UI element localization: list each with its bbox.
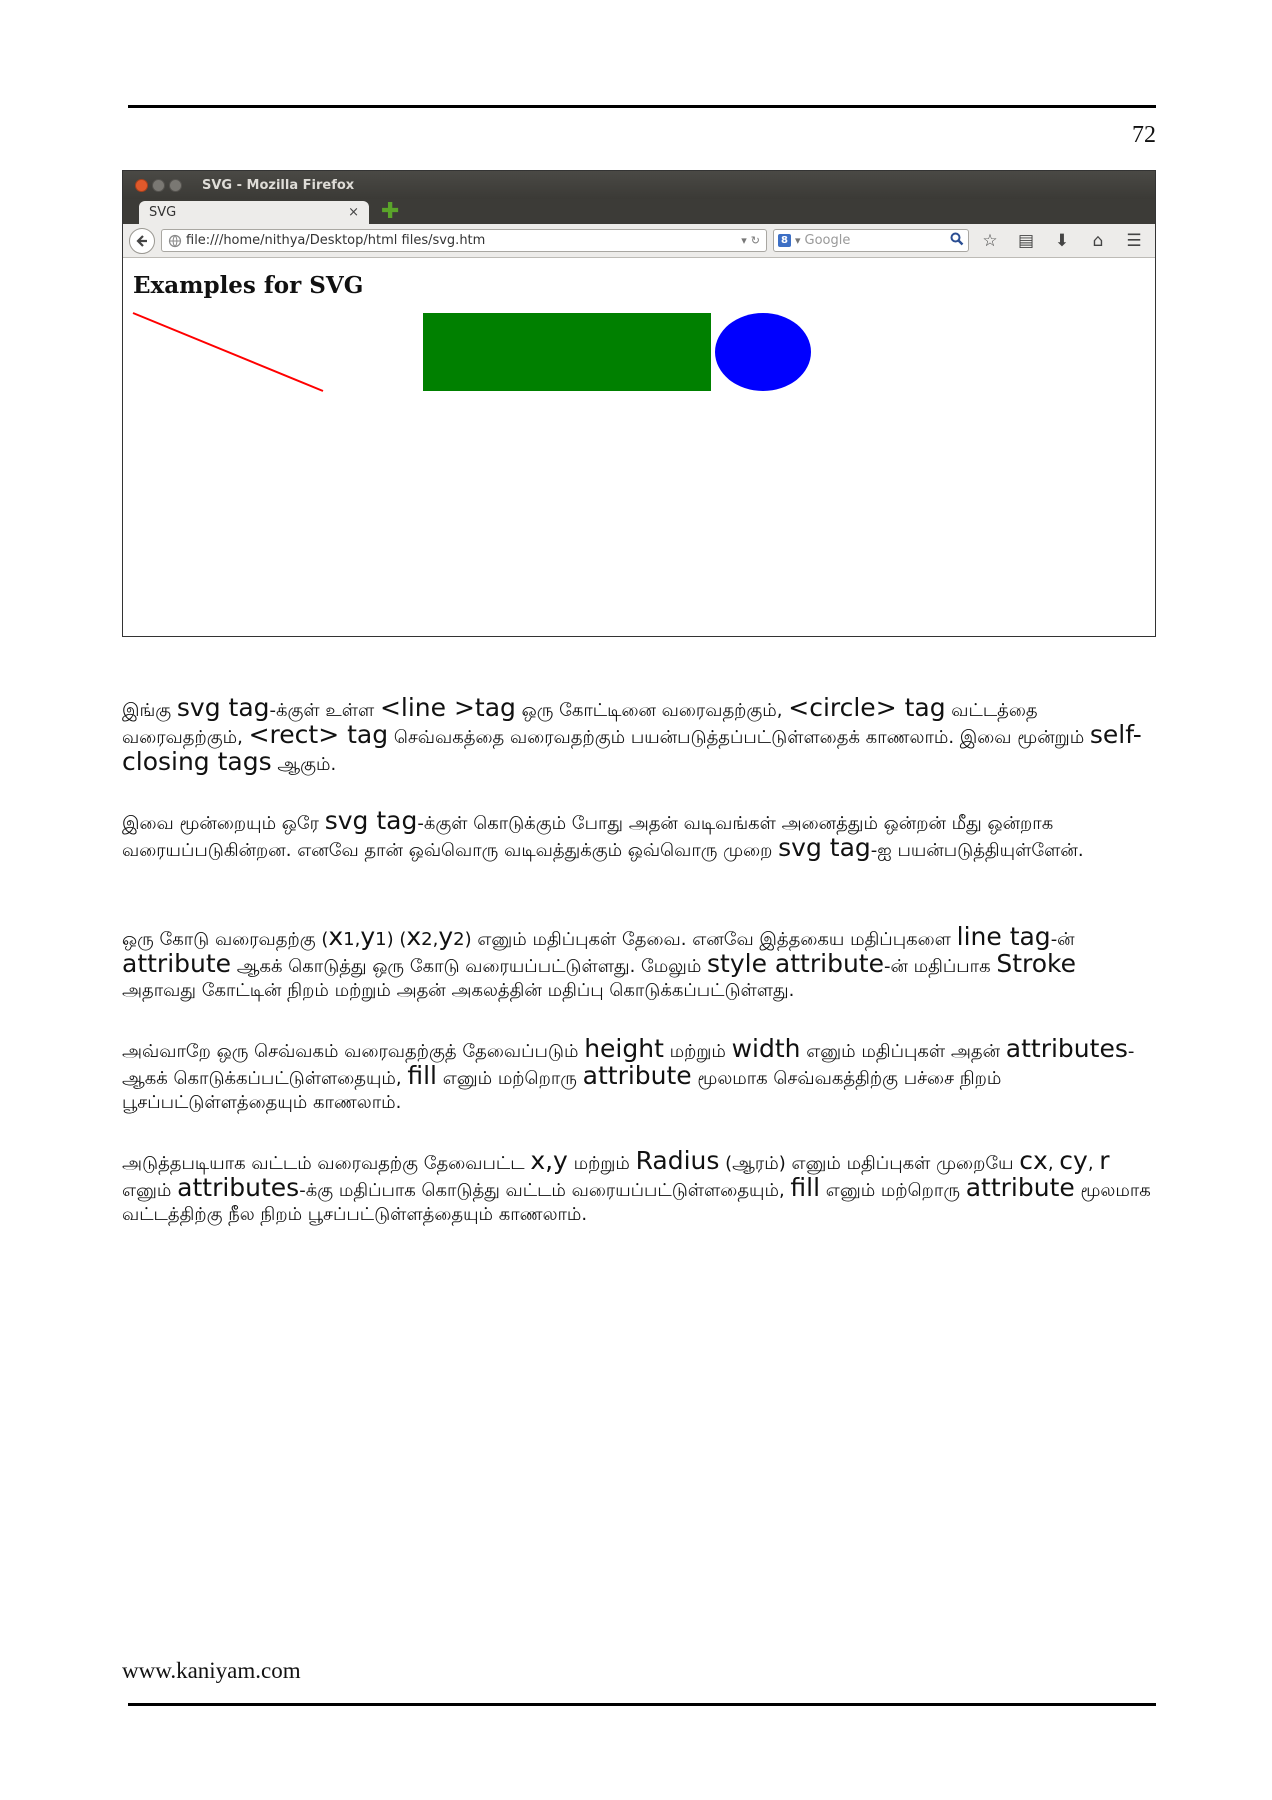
paragraph-2 [122, 806, 1152, 863]
english-term: Radius [635, 1146, 720, 1175]
tamil-text: -ன் மதிப்பாக [883, 956, 997, 977]
menu-icon[interactable]: ☰ [1126, 230, 1142, 251]
english-term: svg tag [778, 833, 871, 862]
english-term: height [584, 1034, 664, 1063]
english-term: line tag [956, 922, 1051, 951]
window-title: SVG - Mozilla Firefox [202, 177, 355, 193]
tamil-text: மூலமாக செவ்வகத்திற்கு பச்சை நிறம் பூசப்பட்டுள்ளத்தையும் காணலாம். [122, 1068, 1002, 1113]
english-term: y [438, 922, 454, 951]
english-term: svg tag [176, 693, 270, 722]
tamil-text: மற்றும் [567, 1153, 636, 1174]
tamil-text: இவை மூன்றையும் ஒரே [122, 813, 325, 834]
tamil-text: எனும் [122, 1180, 178, 1201]
reload-icon[interactable]: ↻ [750, 234, 760, 247]
tamil-text: எனும் மதிப்புகள் அதன் [800, 1041, 1006, 1062]
paragraph-4 [122, 1034, 1152, 1115]
download-icon[interactable]: ⬇ [1054, 230, 1070, 251]
window-close-icon[interactable] [135, 179, 148, 192]
paragraph-5 [122, 1146, 1152, 1227]
tamil-text: எனும் மற்றொரு [436, 1068, 583, 1089]
english-term: fill [790, 1173, 821, 1202]
tamil-text: 1) ( [375, 929, 407, 950]
search-placeholder: Google [804, 233, 851, 248]
tamil-text: , [1047, 1153, 1060, 1174]
navigation-toolbar [123, 224, 1155, 258]
tamil-text: , [1087, 1153, 1100, 1174]
english-term: <line >tag [379, 693, 516, 722]
search-icon[interactable] [950, 232, 964, 250]
footer-rule [128, 1703, 1156, 1706]
english-term: attribute [965, 1173, 1075, 1202]
tamil-text: -க்குள் உள்ள [269, 700, 380, 721]
english-term: width [731, 1034, 801, 1063]
english-term: self-closing tags [122, 720, 1142, 776]
home-icon[interactable]: ⌂ [1092, 230, 1104, 251]
english-term: <rect> tag [248, 720, 389, 749]
url-bar[interactable] [161, 229, 767, 252]
history-dropdown-icon[interactable]: ▾ [741, 234, 747, 247]
tamil-text: எனும் மற்றொரு [820, 1180, 966, 1201]
page-number: 72 [1132, 122, 1156, 148]
page-heading: Examples for SVG [133, 272, 364, 299]
english-term: y [360, 922, 376, 951]
engine-dropdown-icon[interactable]: ▾ [794, 234, 801, 247]
svg-circle [715, 313, 811, 391]
browser-screenshot [122, 170, 1156, 637]
page-content [123, 258, 1155, 608]
tab-label: SVG [149, 205, 177, 220]
english-term: style attribute [707, 949, 884, 978]
english-term: attribute [582, 1061, 692, 1090]
tamil-text: ஆகக் கொடுத்து ஒரு கோடு வரையப்பட்டுள்ளது. மேலும் [231, 956, 708, 977]
bookmark-star-icon[interactable]: ☆ [982, 230, 998, 251]
tab-close-icon[interactable]: × [348, 205, 359, 220]
tamil-text: அடுத்தபடியாக வட்டம் வரைவதற்கு தேவைபட்ட [122, 1153, 531, 1174]
svg-demo-canvas [123, 258, 1153, 608]
english-term: attributes [177, 1173, 300, 1202]
globe-icon [168, 234, 182, 248]
tamil-text: -ஆகக் கொடுக்கப்பட்டுள்ளதையும், [122, 1041, 1135, 1089]
tamil-text: 2) எனும் மதிப்புகள் தேவை. எனவே இத்தகைய மதிப்புகளை [453, 929, 957, 950]
tamil-text: ஆகும். [271, 754, 337, 775]
tamil-text: (ஆரம்) எனும் மதிப்புகள் முறையே [719, 1153, 1020, 1174]
english-term: cy [1059, 1146, 1088, 1175]
footer-url: www.kaniyam.com [122, 1658, 301, 1683]
url-text: file:///home/nithya/Desktop/html files/svg.htm [186, 233, 486, 248]
back-arrow-icon [135, 234, 149, 248]
english-term: attributes [1005, 1034, 1128, 1063]
english-term: r [1099, 1146, 1110, 1175]
tamil-text: மூலமாக வட்டத்திற்கு நீல நிறம் பூசப்பட்டுள்ளத்தையும் காணலாம். [122, 1180, 1151, 1225]
english-term: svg tag [324, 806, 418, 835]
tamil-text: -க்குள் கொடுக்கும் போது அதன் வடிவங்கள் அனைத்தும் ஒன்றன் மீது ஒன்றாக வரையப்படுகின்றன. எனவே தான் ஒவ்வொரு வடிவத்துக்கும் ஒவ்வொரு முறை [122, 813, 1054, 861]
tamil-text: ஒரு கோட்டினை வரைவதற்கும், [515, 700, 789, 721]
search-bar[interactable] [773, 229, 969, 252]
bookmarks-list-icon[interactable]: ▤ [1017, 230, 1035, 251]
english-term: cx [1019, 1146, 1048, 1175]
english-term: attribute [122, 949, 232, 978]
english-term: x [328, 922, 344, 951]
tamil-text: -ன் [1050, 929, 1075, 950]
new-tab-icon[interactable]: ✚ [381, 199, 400, 224]
english-term: x,y [530, 1146, 568, 1175]
tamil-text: 1, [343, 929, 361, 950]
header-rule [128, 105, 1156, 108]
tamil-text: -க்கு மதிப்பாக கொடுத்து வட்டம் வரையப்பட்டுள்ளதையும், [299, 1180, 791, 1201]
tamil-text: இங்கு [122, 700, 177, 721]
window-minimize-icon[interactable] [152, 179, 165, 192]
english-term: Stroke [996, 949, 1076, 978]
english-term: <circle> tag [788, 693, 946, 722]
english-term: fill [407, 1061, 437, 1090]
tamil-text: அதாவது கோட்டின் நிறம் மற்றும் அதன் அகலத்தின் மதிப்பு கொடுக்கப்பட்டுள்ளது. [122, 980, 795, 1001]
tamil-text: மற்றும் [663, 1041, 732, 1062]
svg-rectangle [423, 313, 711, 391]
window-maximize-icon[interactable] [169, 179, 182, 192]
tab-svg[interactable] [139, 201, 369, 224]
window-titlebar [123, 171, 1155, 199]
tamil-text: செவ்வகத்தை வரைவதற்கும் பயன்படுத்தப்பட்டுள்ளதைக் காணலாம். இவை மூன்றும் [388, 727, 1090, 748]
tamil-text: வட்டத்தை வரைவதற்கும், [122, 700, 1038, 748]
tamil-text: அவ்வாறே ஒரு செவ்வகம் வரைவதற்குத் தேவைப்படும் [122, 1041, 585, 1062]
tamil-text: 2, [421, 929, 439, 950]
paragraph-1 [122, 693, 1152, 777]
tamil-text: ஒரு கோடு வரைவதற்கு ( [122, 929, 329, 950]
english-term: x [406, 922, 422, 951]
svg-line [133, 313, 323, 391]
tab-strip [123, 199, 1155, 224]
search-engine-icon[interactable]: 8 [778, 234, 791, 247]
tamil-text: -ஐ பயன்படுத்தியுள்ளேன். [870, 840, 1084, 861]
paragraph-3 [122, 922, 1152, 1003]
back-button[interactable] [129, 228, 155, 254]
